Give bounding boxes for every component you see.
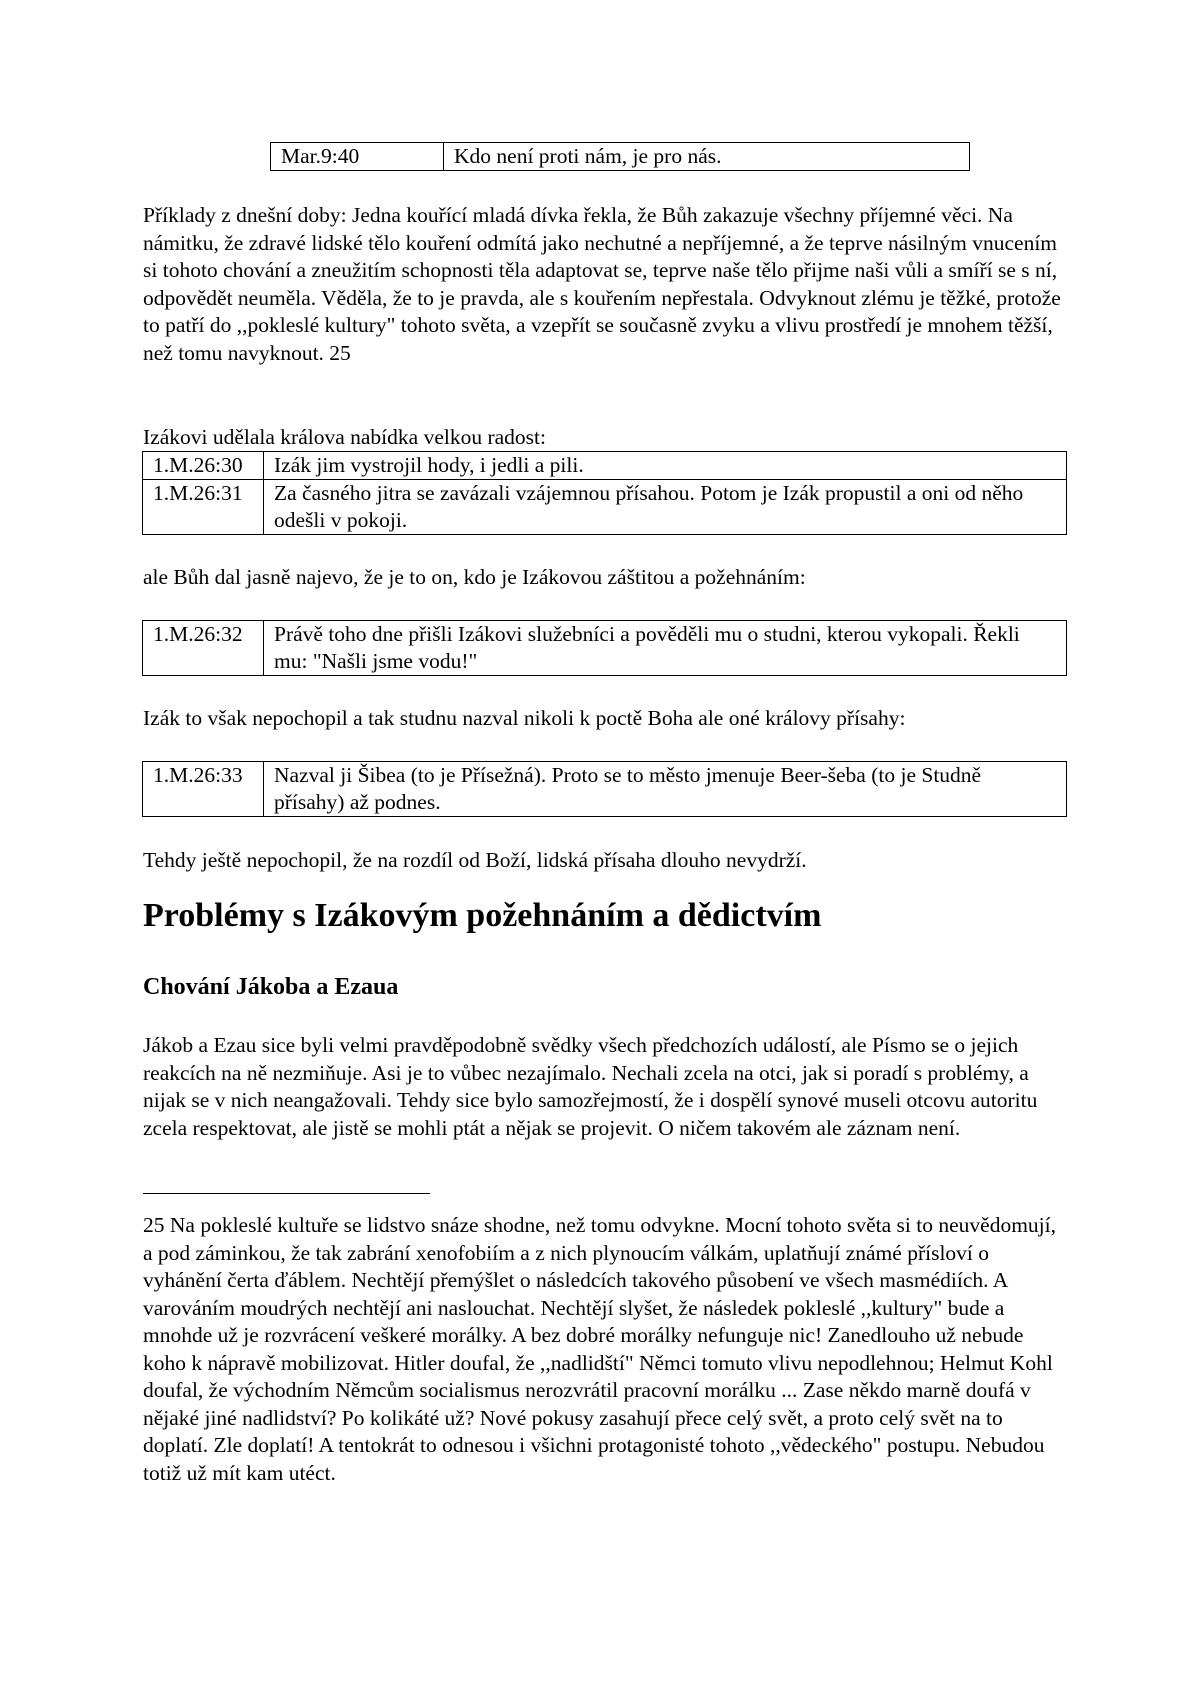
footnote-25: 25 Na pokleslé kultuře se lidstvo snáze shodne, než tomu odvykne. Mocní tohoto světa si to neuvědomují, a pod záminkou, že tak zabrání xenofobiím a z nich plynoucím válkám, uplatňují známé přísloví o vyhánění čerta ďáblem. Nechtějí přemýšlet o následcích takového působení ve všech masmédiích. A varováním moudrých nechtějí ani naslouchat. Nechtějí slyšet, že následek pokleslé ,,kultury" bude a mnohde už je rozvrácení veškeré morálky. A bez dobré morálky nefunguje nic! Zanedlouho už nebude koho k nápravě mobilizovat. Hitler doufal, že ,,nadlidští" Němci tomuto vlivu nepodlehnou; Helmut Kohl doufal, že východním Němcům socialismus nerozvrátil pracovní morálku ... Zase někdo marně doufá v nějaké jiné nadlidství? Po kolikáté už? Nové pokusy zasahují přece celý svět, a proto celý svět na to doplatí. Zle doplatí! A tentokrát to odnesou i všichni protagonisté tohoto ,,vědeckého" postupu. Nebudou totiž už mít kam utéct. xyxy=(143,1213,1056,1485)
verse-row xyxy=(271,143,970,171)
paragraph-god-protection: ale Bůh dal jasně najevo, že je to on, kdo je Izákovou záštitou a požehnáním: xyxy=(143,565,806,589)
verse-ref: 1.M.26:33 xyxy=(143,762,264,817)
verse-ref: 1.M.26:31 xyxy=(143,480,264,535)
verse-row xyxy=(143,452,1067,480)
section-heading: Problémy s Izákovým požehnáním a dědictvím xyxy=(143,897,822,934)
verse-row xyxy=(143,621,1067,676)
verse-ref: 1.M.26:32 xyxy=(143,621,264,676)
verse-ref: Mar.9:40 xyxy=(271,143,444,171)
verse-text: Kdo není proti nám, je pro nás. xyxy=(444,143,970,171)
paragraph-king-offer: Izákovi udělala králova nabídka velkou radost: xyxy=(143,425,546,449)
paragraph-oath: Tehdy ještě nepochopil, že na rozdíl od Boží, lidská přísaha dlouho nevydrží. xyxy=(143,848,807,872)
verse-text: Izák jim vystrojil hody, i jedli a pili. xyxy=(264,452,1067,480)
verse-text: Nazval ji Šibea (to je Přísežná). Proto se to město jmenuje Beer-šeba (to je Studně přísahy) až podnes. xyxy=(264,762,1067,817)
verse-text: Právě toho dne přišli Izákovi služebníci a pověděli mu o studni, kterou vykopali. Řekli mu: "Našli jsme vodu!" xyxy=(264,621,1067,676)
verse-table-a xyxy=(142,451,1067,535)
verse-text: Za časného jitra se zavázali vzájemnou přísahou. Potom je Izák propustil a oni od něho odešli v pokoji. xyxy=(264,480,1067,535)
paragraph-examples: Příklady z dnešní doby: Jedna kouřící mladá dívka řekla, že Bůh zakazuje všechny příjemné věci. Na námitku, že zdravé lidské tělo kouření odmítá jako nechutné a nepříjemné, a že teprve násilným vnucením si tohoto chování a zneužitím schopnosti těla adaptovat se, teprve naše tělo přijme naši vůli a smíří se s ní, odpovědět neuměla. Věděla, že to je pravda, ale s kouřením nepřestala. Odvyknout zlému je těžké, protože to patří do ,,pokleslé kultury" tohoto světa, a vzepřít se současně zvyku a vlivu prostředí je mnohem těžší, než tomu navyknout. 25 xyxy=(143,203,1061,365)
verse-table-top xyxy=(270,142,970,171)
verse-table-b xyxy=(142,620,1067,676)
verse-table-c xyxy=(142,761,1067,817)
paragraph-jacob-esau: Jákob a Ezau sice byli velmi pravděpodobně svědky všech předchozích událostí, ale Písmo se o jejich reakcích na ně nezmiňuje. Asi je to vůbec nezajímalo. Nechali zcela na otci, jak si poradí s problémy, a nijak se v nich neangažovali. Tehdy sice bylo samozřejmostí, že i dospělí synové museli otcovu autoritu zcela respektovat, ale jistě se mohli ptát a nějak se projevit. O ničem takovém ale záznam není. xyxy=(143,1033,1038,1140)
paragraph-well-name: Izák to však nepochopil a tak studnu nazval nikoli k poctě Boha ale oné královy přísahy: xyxy=(143,706,906,730)
footnote-separator xyxy=(143,1193,430,1194)
subsection-heading: Chování Jákoba a Ezaua xyxy=(143,974,399,1000)
verse-row xyxy=(143,762,1067,817)
verse-ref: 1.M.26:30 xyxy=(143,452,264,480)
verse-row xyxy=(143,480,1067,535)
